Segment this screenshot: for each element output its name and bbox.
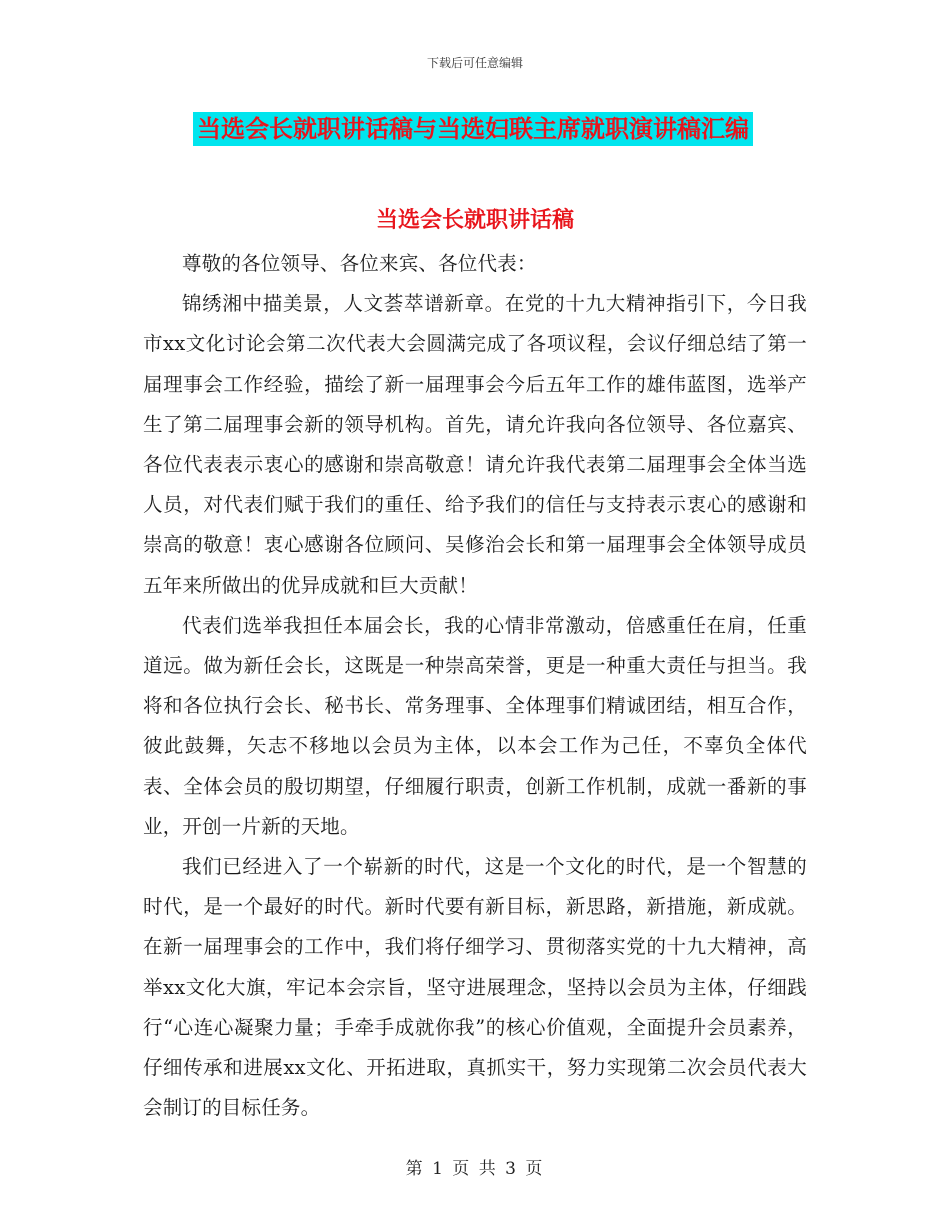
paragraph-1: 锦绣湘中描美景，人文荟萃谱新章。在党的十九大精神指引下，今日我市xx文化讨论会第二次代表大会圆满完成了各项议程，会议仔细总结了第一届理事会工作经验，描绘了新一届理事会今后五年工作的雄伟蓝图，选举产生了第二届理事会新的领导机构。首先，请允许我向各位领导、各位嘉宾、各位代表表示衷心的感谢和崇高敬意！请允许我代表第二届理事会全体当选人员，对代表们赋于我们的重任、给予我们的信任与支持表示衷心的感谢和崇高的敬意！衷心感谢各位顾问、吴修治会长和第一届理事会全体领导成员五年来所做出的优异成就和巨大贡献！	[143, 292, 807, 597]
salutation: 尊敬的各位领导、各位来宾、各位代表：	[182, 252, 537, 275]
page-number-footer: 第 1 页 共 3 页	[405, 1159, 545, 1179]
section-title: 当选会长就职讲话稿	[375, 208, 574, 233]
document-main-title: 当选会长就职讲话稿与当选妇联主席就职演讲稿汇编	[193, 112, 753, 146]
header-note: 下载后可任意编辑	[426, 56, 523, 70]
paragraph-3: 我们已经进入了一个崭新的时代，这是一个文化的时代，是一个智慧的时代，是一个最好的时代。新时代要有新目标，新思路，新措施，新成就。在新一届理事会的工作中，我们将仔细学习、贯彻落实党的十九大精神，高举xx文化大旗，牢记本会宗旨，坚守进展理念，坚持以会员为主体，仔细践行“心连心凝聚力量；手牵手成就你我”的核心价值观，全面提升会员素养，仔细传承和进展xx文化、开拓进取，真抓实干，努力实现第二次会员代表大会制订的目标任务。	[143, 855, 807, 1120]
document-body	[143, 244, 807, 1128]
paragraph-2: 代表们选举我担任本届会长，我的心情非常激动，倍感重任在肩，任重道远。做为新任会长，这既是一种崇高荣誉，更是一种重大责任与担当。我将和各位执行会长、秘书长、常务理事、全体理事们精诚团结，相互合作，彼此鼓舞，矢志不移地以会员为主体，以本会工作为己任，不辜负全体代表、全体会员的殷切期望，仔细履行职责，创新工作机制，成就一番新的事业，开创一片新的天地。	[143, 613, 807, 838]
